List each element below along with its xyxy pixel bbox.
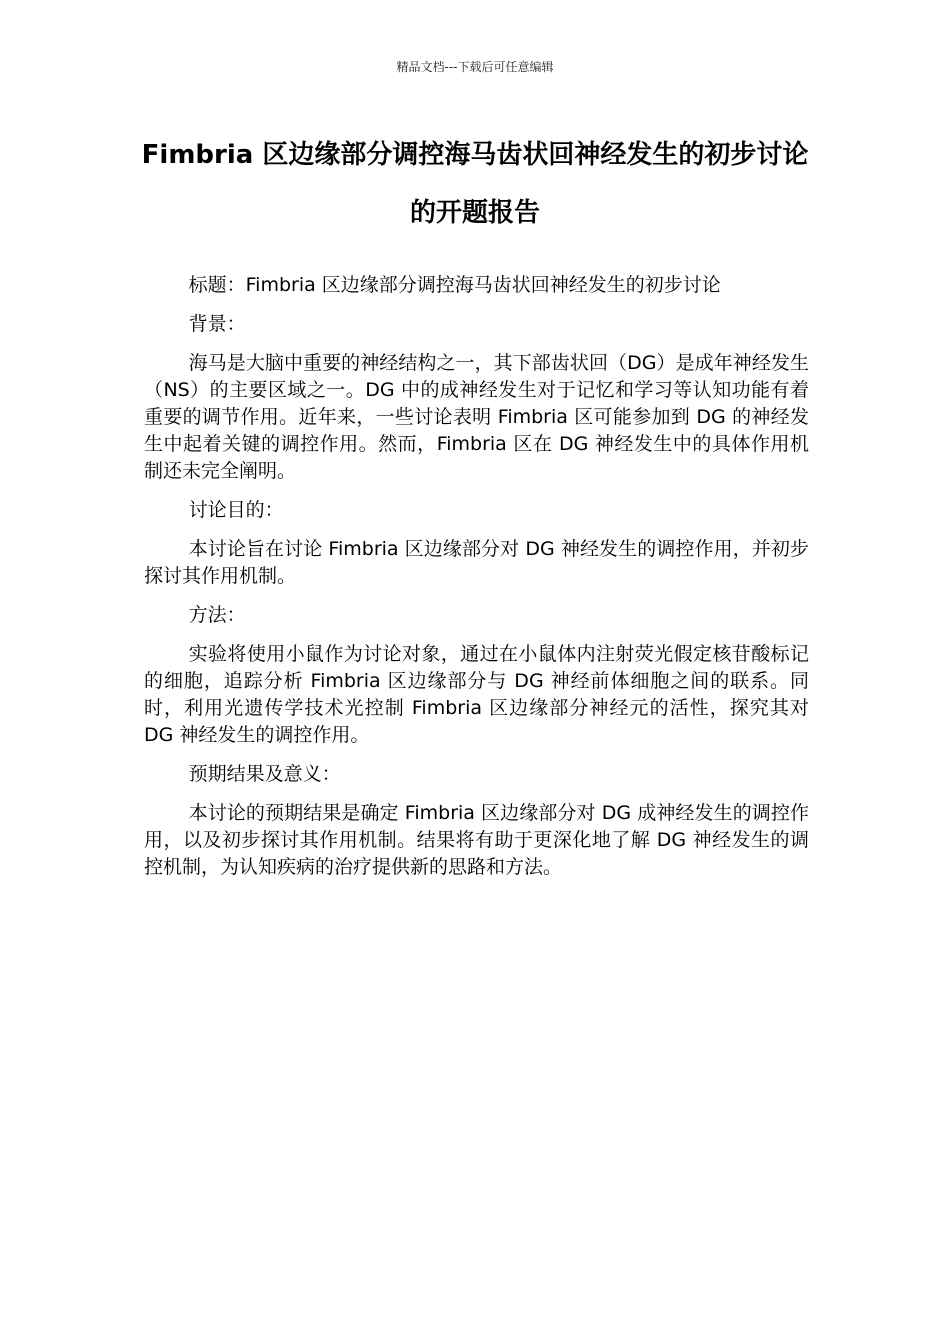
methods-heading: 方法： <box>188 604 246 626</box>
background-heading: 背景： <box>188 313 246 335</box>
document-body <box>144 272 809 893</box>
document-title: Fimbria 区边缘部分调控海马齿状回神经发生的初步讨论的开题报告 <box>141 140 809 228</box>
expected-results-paragraph: 本讨论的预期结果是确定 Fimbria 区边缘部分对 DG 成神经发生的调控作用，以及初步探讨其作用机制。结果将有助于更深化地了解 DG 神经发生的调控机制，为认知疾病的治疗提供新的思路和方法。 <box>144 802 809 878</box>
objective-heading: 讨论目的： <box>188 499 284 521</box>
methods-paragraph: 实验将使用小鼠作为讨论对象，通过在小鼠体内注射荧光假定核苷酸标记的细胞，追踪分析 Fimbria 区边缘部分与 DG 神经前体细胞之间的联系。同时，利用光遗传学技术光控制 Fimbria 区边缘部分神经元的活性，探究其对 DG 神经发生的调控作用。 <box>144 643 809 746</box>
expected-results-heading: 预期结果及意义： <box>188 763 341 785</box>
page-header-note: 精品文档---下载后可任意编辑 <box>396 60 554 74</box>
objective-paragraph: 本讨论旨在讨论 Fimbria 区边缘部分对 DG 神经发生的调控作用，并初步探讨其作用机制。 <box>144 538 809 587</box>
background-paragraph: 海马是大脑中重要的神经结构之一，其下部齿状回（DG）是成年神经发生（NS）的主要区域之一。DG 中的成神经发生对于记忆和学习等认知功能有着重要的调节作用。近年来，一些讨论表明 Fimbria 区可能参加到 DG 的神经发生中起着关键的调控作用。然而，Fimbria 区在 DG 神经发生中的具体作用机制还未完全阐明。 <box>144 352 809 482</box>
subject-line: 标题：Fimbria 区边缘部分调控海马齿状回神经发生的初步讨论 <box>188 274 721 296</box>
